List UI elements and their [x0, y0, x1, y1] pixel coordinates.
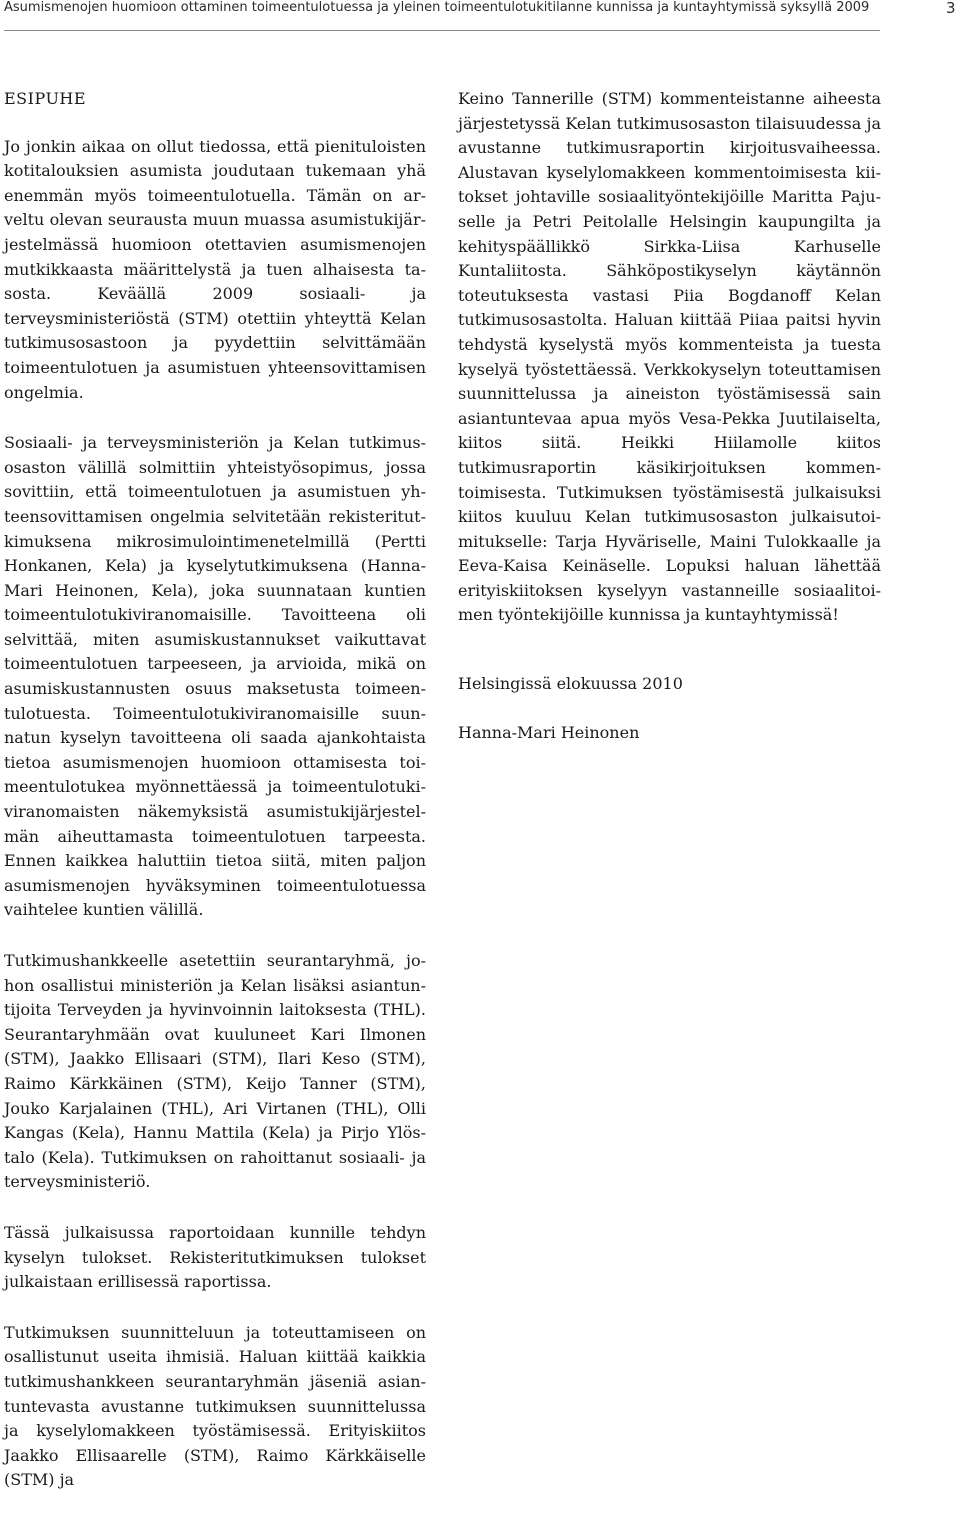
- section-heading: ESIPUHE: [4, 89, 87, 108]
- paragraph-thanks: Tutkimuksen suunnitteluun ja toteuttamiseen on osallistunut useita ihmisiä. Haluan kiittää kaikkia tutkimushankkeen seurantaryhmän jäseniä asiantuntevasta avustanne tutkimuksen suunnittelussa ja kyselylomakkeen työstämisessä. Erityiskiitos Jaakko Ellisaarelle (STM), Raimo Kärkkäiselle (STM) ja: [4, 1322, 426, 1490]
- paragraph-steering-group: Tutkimushankkeelle asetettiin seurantaryhmä, johon osallistui ministeriön ja Kelan lisäksi asiantuntijoita Terveyden ja hyvinvoinnin laitoksesta (THL). Seurantaryhmään ovat kuuluneet Kari Ilmonen (STM), Jaakko Ellisaari (STM), Ilari Keso (STM), Raimo Kärkkäinen (STM), Keijo Tanner (STM), Jouko Karjalainen (THL), Ari Virtanen (THL), Olli Kangas (Kela), Hannu Mattila (Kela) ja Pirjo Ylöstalo (Kela). Tutkimuksen on rahoittanut sosiaali- ja terveysministeriö.: [4, 951, 426, 1192]
- author-name: Hanna-Mari Heinonen: [458, 722, 640, 742]
- paragraph-publication: Tässä julkaisussa raportoidaan kunnille tehdyn kyselyn tulokset. Rekisteritutkimuksen tulokset julkaistaan erillisessä raportissa.: [4, 1222, 426, 1292]
- left-column: [4, 87, 426, 1519]
- running-header: [4, 0, 880, 31]
- right-column: [458, 87, 881, 769]
- running-title: Asumismenojen huomioon ottaminen toimeentulotuessa ja yleinen toimeentulotukitilanne kunnissa ja kuntayhtymissä syksyllä 2009: [4, 0, 870, 15]
- paragraph-intro: Jo jonkin aikaa on ollut tiedossa, että pienituloisten kotitalouksien asumista joudutaan tukemaan yhä enemmän myös toimeentulotuella. Tämän on arveltu olevan seurausta muun muassa asumistukijärjestelmässä huomioon otettavien asumismenojen mutkikkaasta määrittelystä ja tuen alhaisesta tasosta. Keväällä 2009 sosiaali- ja terveysministeriöstä (STM) otettiin yhteyttä Kelan tutkimusosastoon ja pyydettiin selvittämään toimeentulotuen ja asumistuen yhteensovittamisen ongelmia.: [4, 136, 426, 402]
- place-date: Helsingissä elokuussa 2010: [458, 674, 683, 694]
- paragraph-thanks-continued: Keino Tannerille (STM) kommenteistanne aiheesta järjestetyssä Kelan tutkimusosaston tilaisuudessa ja avustanne tutkimusraportin kirjoitusvaiheessa. Alustavan kyselylomakkeen kommentoimisesta kiitokset johtaville sosiaalityöntekijöille Maritta Pajuselle ja Petri Peitolalle Helsingin kaupungilta ja kehityspäällikkö Sirkka-Liisa Karhuselle Kuntaliitosta. Sähköpostikyselyn käytännön toteutuksesta vastasi Piia Bogdanoff Kelan tutkimusosastolta. Haluan kiittää Piiaa paitsi hyvin tehdystä kyselystä myös kommenteista ja tuesta kyselyä työstettäessä. Verkkokyselyn toteuttamisen suunnittelussa ja aineiston työstämisessä sain asiantuntevaa apua myös Vesa-Pekka Juutilaiselta, kiitos siitä. Heikki Hiilamolle kiitos tutkimusraportin käsikirjoituksen kommentoimisesta. Tutkimuksen työstämisestä julkaisuksi kiitos kuuluu Kelan tutkimusosaston julkaisutoimitukselle: Tarja Hyväriselle, Maini Tulokkaalle ja Eeva-Kaisa Keinäselle. Lopuksi haluan lähettää erityiskiitoksen kyselyyn vastanneille sosiaalitoimen työntekijöille kunnissa ja kuntayhtymissä!: [458, 89, 881, 625]
- paragraph-cooperation: Sosiaali- ja terveysministeriön ja Kelan tutkimusosaston välillä solmittiin yhteistyösopimus, jossa sovittiin, että toimeentulotuen ja asumistuen yhteensovittamisen ongelmia selvitetään rekisteritutkimuksena mikrosimulointimenetelmillä (Pertti Honkanen, Kela) ja kyselytutkimuksena (Hanna-Mari Heinonen, Kela), joka suunnataan kuntien toimeentulotukiviranomaisille. Tavoitteena oli selvittää, miten asumiskustannukset vaikuttavat toimeentulotuen tarpeeseen, ja arvioida, mikä on asumiskustannusten osuus maksetusta toimeentulotuesta. Toimeentulotukiviranomaisille suunnatun kyselyn tavoitteena oli saada ajankohtaista tietoa asumismenojen huomioon ottamisesta toimeentulotukea myönnettäessä ja toimeentulotukiviranomaisten näkemyksistä asumistukijärjestelmän aiheuttamasta toimeentulotuen tarpeesta. Ennen kaikkea haluttiin tietoa siitä, miten paljon asumismenojen hyväksyminen toimeentulotuessa vaihtelee kuntien välillä.: [4, 433, 426, 920]
- page-number: 3: [946, 0, 956, 17]
